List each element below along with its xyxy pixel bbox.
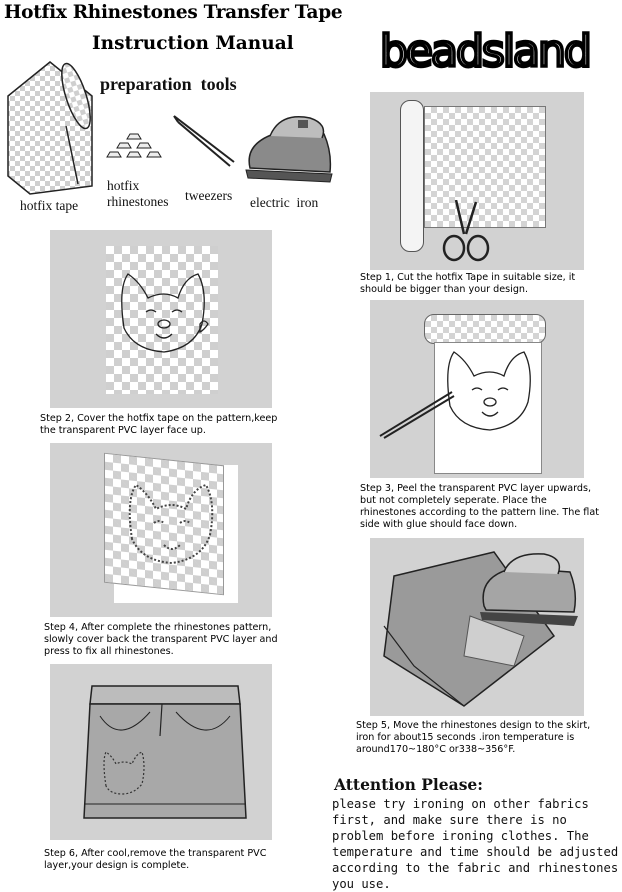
step2-panel xyxy=(50,230,272,408)
step6-panel xyxy=(50,664,272,840)
step3-caption: Step 3, Peel the transparent PVC layer upwards, but not completely seperate. Place the rhinestones according to the pattern line. The flat side with glue should face down. xyxy=(360,483,599,530)
step4-panel xyxy=(50,443,272,617)
tool-label-hotfix-tape: hotfix tape xyxy=(20,198,79,213)
scissors-icon xyxy=(436,200,496,269)
step5-caption: Step 5, Move the rhinestones design to the skirt, iron for about15 seconds .iron temperature is around170~180°C or338~356°F. xyxy=(356,720,591,755)
step4-rhinestone-corgi xyxy=(122,479,222,574)
brand-logo xyxy=(378,14,608,76)
step3-tweezers-icon xyxy=(378,390,458,445)
manual-title-line1: Hotfix Rhinestones Transfer Tape xyxy=(4,2,343,23)
step4-caption: Step 4, After complete the rhinestones pattern, slowly cover back the transparent PVC layer and press to fix all rhinestones. xyxy=(44,622,278,657)
step5-panel xyxy=(370,538,584,716)
step1-panel xyxy=(370,92,584,270)
tweezers-icon xyxy=(170,110,240,170)
step2-caption: Step 2, Cover the hotfix tape on the pattern,keep the transparent PVC layer face up. xyxy=(40,413,278,436)
tool-label-rhinestones: hotfix rhinestones xyxy=(107,178,169,209)
hotfix-tape-illustration xyxy=(0,56,96,196)
step1-caption: Step 1, Cut the hotfix Tape in suitable size, it should be bigger than your design. xyxy=(360,272,576,295)
step3-panel xyxy=(370,300,584,478)
rhinestones-icon xyxy=(106,130,168,166)
corgi-drawing xyxy=(114,268,214,363)
brand-logo-text: beadsland xyxy=(380,26,590,76)
tools-heading: preparation tools xyxy=(100,74,237,94)
step1-tape-roll xyxy=(400,100,424,252)
step6-caption: Step 6, After cool,remove the transparent PVC layer,your design is complete. xyxy=(44,848,267,871)
step6-skirt-drawing xyxy=(80,676,250,837)
attention-body: please try ironing on other fabrics first, and make sure there is no problem before ironing clothes. The temperature and time should be adjusted according to the fabric and rhinestones you use. xyxy=(332,797,619,891)
manual-title-line2: Instruction Manual xyxy=(92,33,294,54)
step5-skirt-drawing xyxy=(374,546,582,717)
tool-label-electric-iron: electric iron xyxy=(250,195,319,210)
tool-label-tweezers: tweezers xyxy=(185,188,233,203)
attention-title: Attention Please: xyxy=(334,775,484,794)
electric-iron-icon xyxy=(240,112,336,188)
step3-pvc-layer xyxy=(424,314,546,344)
